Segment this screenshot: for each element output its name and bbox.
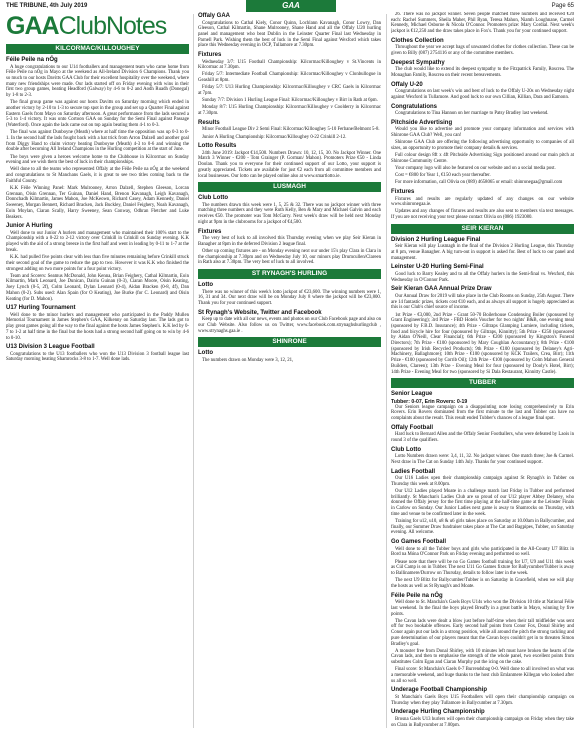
news-item-heading: Lotto Results xyxy=(198,143,237,150)
news-paragraph: Other up coming fixtures are - on Monday evening next our under 15's play Clara in Clara in the championship at 7.30pm and on Wednesday July 10, our minors play Drumcullen/Clareen in Rath also at 7.30pm. The very best of luck to all involved. xyxy=(198,248,381,266)
news-paragraph: A monster free from Donal Shirley, with 10 minutes left must have broken the hearts of the Cavan lads, and then to emphasise the strength of the whole panel, two excellent points from substitutes Colm Egan and Ciaran Murphy put the icing on the cake. xyxy=(391,648,574,666)
news-paragraph: There was no winner of this week's lotto jackpot of €23,600. The winning numbers were 1, 16, 31 and 34. Our next draw will be on Monday July 8 where the jackpot will be €23,800. Thank you for your continued support. xyxy=(198,289,381,306)
news-item xyxy=(391,469,574,537)
news-paragraph: Congratulations on last week's win and best of luck to the Offaly U-20s on Wednesday night against Wexford in Tullamore. And good luck to our own Cillian, Killian, Dara and Eamonn. xyxy=(391,89,574,100)
news-paragraph: Please note that there will be no Go Games football training for U7, U9 and U11 this week as Cúl Camp is on in Tubber. The next U11 Go Games fixture for Ballycumber/Tubber is away to Ballinamere/Durrow on Thursday, details to follow later in the week. xyxy=(391,559,574,576)
news-paragraph: Our Seniors league campaign on a disappointing note losing comprehensively to Erin Rovers. Erin Rovers dominated from the first minute to the last and Tubber can have no complaints about the result. This result ended Tubber's chances of a league final spot. xyxy=(391,404,574,422)
news-item xyxy=(391,12,574,35)
news-item-heading: Féile Peile na nÓg xyxy=(6,57,58,63)
news-paragraph: Brosna Gaels U13 hurlers will open their championship campaign on Friday when they take on Clara in Ballycumber at 7.00pm. xyxy=(391,716,574,728)
news-item-heading: Club Lotto xyxy=(198,195,228,202)
news-item xyxy=(391,391,574,422)
news-item-heading: U17 Hurling Tournament xyxy=(6,305,76,312)
news-paragraph: Keep up to date with all our news, events and photos on our Club Facebook page and also on our Club Website. Also follow us on Twitter, www.facebook.com.strynaghshurlingclub , www.strynaghs.gaa.ie . xyxy=(198,317,381,334)
news-item xyxy=(198,195,381,225)
news-item-heading: Deepest Sympathy xyxy=(391,59,445,66)
news-item-heading: Fixtures xyxy=(391,189,415,196)
news-paragraph: Congratulations to the U13 footballers who won the U13 Division 3 football league last Saturday morning beating Shamrocks 3-8 to 1-7. Well done lads. xyxy=(6,351,189,363)
news-paragraph: Fixtures and results are regularly updated of any changes on our website www.shinronegaa.ie. xyxy=(391,196,574,208)
news-item xyxy=(391,189,574,221)
news-item-heading: Clothes Collection xyxy=(391,37,444,44)
news-paragraph: Well done to the minor hurlers and management who participated in the Paddy Mullen Memorial Tournament in James Stephen's GAA, Kilkenny on Saturday last. The lads got to play great games going all the way to the final against the hosts James Stephen's. K.K led by 0-7 to 1-2 at half time in the final but the hosts had a strong second half going on to win by 4-6 to 0-10. xyxy=(6,312,189,341)
news-paragraph: Shinrone GAA Club are offering the following advertising opportunity to companies of all sizes, an opportunity to promote their company details & services. xyxy=(391,140,574,151)
club-name-band: ST RYNAGH'S HURLING xyxy=(198,269,381,279)
news-item-heading: Offaly GAA xyxy=(198,13,231,19)
news-paragraph: Seir Kieran will play Lusmagh in the final of the Division 2 Hurling League, this Thursday at 8 pm, venue Banagher. A big turn-out in support is asked for. Best of luck to our panel and management. xyxy=(391,244,574,261)
news-item-heading: Fixtures xyxy=(198,52,222,59)
news-item-heading: Pitchside Advertising xyxy=(391,119,453,126)
news-paragraph: Full colour design 8ft x 4ft Pitchside Advertising Sign positioned around our main pitch at Shinrone Community Centre. xyxy=(391,153,574,164)
news-item xyxy=(391,60,574,79)
news-item xyxy=(6,223,189,302)
news-paragraph: Well done to all the Tubber boys and girls who participated in the All-County U7 Blitz in Bord na Móna O'Connor Park on Friday evening and performed so well. xyxy=(391,546,574,558)
news-paragraph: Our U12 Ladies played Moate in a challenge match last Friday in Tubber and performed brilliantly. St Manchan's Ladies Club are so proud of our U12 player Abbey Delaney, who donned the Offaly jersey for the first time playing at the half-time game at the Leinster Finals in Carlow on Sunday. Our Junior Ladies next game is away to Shamrocks on Thursday, with time and venue to be confirmed later in the week. xyxy=(391,489,574,517)
page-header xyxy=(0,0,580,12)
column-2 xyxy=(198,12,381,730)
news-item-heading: Division 2 Hurling League Final xyxy=(391,236,481,243)
masthead-clubnotes: ClubNotes xyxy=(58,12,167,40)
news-item xyxy=(391,38,574,57)
news-paragraph: Good luck to Barry Kealey and to all the Offaly hurlers in the Semi-final vs. Wexford, this Wednesday in O'Connor Park. xyxy=(391,271,574,283)
news-paragraph: Friday 5/7: U13 Hurling Championship: Kilcormac/Killoughey v CRC Gaels in Kilcormac at 7pm. xyxy=(198,85,381,97)
news-item-heading: Go Games Football xyxy=(391,539,447,546)
news-item-subheading: Tubber: 0-07, Erin Rovers: 0-19 xyxy=(391,398,468,405)
news-item xyxy=(391,593,574,685)
news-paragraph: The next U9 Blitz for Ballycumber/Tubber is on Saturday in Gracefield, when we will play the hosts as well as St Rynagh's and Moate. xyxy=(391,578,574,589)
page-number: Page 65 xyxy=(551,3,574,9)
news-paragraph: Cost = €800 for Year 1, €150 each year thereafter. xyxy=(395,173,491,179)
news-item-heading: Lotto xyxy=(198,350,213,357)
news-item xyxy=(198,120,381,140)
news-paragraph: Congratulations to Tina Hannon on her marriage to Patsy Bradley last weekend. xyxy=(395,111,549,117)
news-paragraph: Our Annual Draw for 2019 will take place in the Club Rooms on Sunday, 25th August. There are 14 fantastic prizes, tickets cost €10 each, and as always all support is hugely appreciated as this is our Club's chief source of income. xyxy=(391,293,574,311)
news-item xyxy=(391,539,574,589)
news-paragraph: Well done to our Junior A hurlers and management who maintained their 100% start to the Championship with a 0-22 to 2-12 victory over Crinkill in Crinkill on Sunday evening. K.K played with the aid of a strong breeze in the first half and went in leading by 0-11 to 1-7 at the break. xyxy=(6,230,189,253)
news-item-heading: Leinster U-20 Hurling Semi-Final xyxy=(391,264,484,271)
news-item-heading: Congratulations xyxy=(391,103,437,110)
news-item xyxy=(391,82,574,101)
news-item xyxy=(198,13,381,49)
news-paragraph: Your company logo will also be featured on our website and on a social media post. xyxy=(395,165,556,171)
news-paragraph: Well done to all the teams who represented Offaly at the Féile Peile na nÓg at the weekend and congratulations to St Manchans Gaels, it is great to see two titles coming back to the Faithful County. xyxy=(6,167,189,184)
news-paragraph: The Cavan lads were dealt a blow just before half-time when their tall midfielder was sent off for two bookable offences. Early second half points from Conor Fox, Donal Shirley and Conor again put our lads in a strong position, while all around the pitch the strong tackling and pure determination of our players meant that the Cavan boys couldn't get in to threaten Simon Bradley's goal. xyxy=(391,618,574,647)
news-item xyxy=(391,687,574,706)
news-item-heading: Fixtures xyxy=(198,228,222,235)
news-item xyxy=(6,57,189,220)
news-paragraph: Throughout the year we accept bags of unwanted clothes for clothes collection. These can be given to Billy (087) 2754116 or any of the committee members. xyxy=(391,45,574,57)
news-paragraph: The very best of luck to all involved this Thursday evening when we play Seir Kieran in Banagher at 8pm in the deferred Division 2 league final. xyxy=(198,236,381,247)
column-rule xyxy=(193,14,194,728)
news-paragraph: 24th June 2019: Jackpot €14,500. Numbers Drawn: 10, 12, 15, 30. No Jackpot Winner. One Match 3 Winner - €200 - Tom Grainger (P. Gorman/ Mahon). Promoters Prize €50 - Linda Doolan. Thank you to everyone for their continued support of our Lotto, your support is greatly appreciated. Tickets are available for just €2 each from all committee members and local businesses. Our lotto can be played online also at www.smartlotto.ie. xyxy=(198,150,381,179)
club-name-band: SHINRONE xyxy=(198,337,381,347)
news-paragraph: Monday 8/7: U15 Hurling Championship: Kilcormac/Killoughey v Coolderry in Kilcormac at 7.30pm. xyxy=(198,105,381,117)
news-item xyxy=(198,229,381,267)
news-paragraph: Wednesday 3/7: U15 Football Championship: Kilcormac/Killoughey v St.Vincents in Kilcormac at 7.30pm. xyxy=(198,59,381,71)
news-item-heading: St Rynagh's Website, Twitter and Facebook xyxy=(198,309,322,316)
news-paragraph: K.K Féile Winning Panel: Mark Mulrooney, Arron Dalzell, Stephen Gleeson, Lorcan Grennan, Oisin Grennan, Ter Guinan, Daniel Hand, Brenon Kavanagh, Leigh Kavanagh, Donnchadh Kilmartin, James Mahon, Joe McKeown, Richard Casey, Adam Kennedy, Daniel Sweeney, Morgan Bennett, Richard Bracken, Jack Buckley, Daniel Feighery, Noah Kavanagh, Eoin Moylan, Ciaran Scally, Harry Sweeney, Sean Conway, Odhran Fletcher and Luke Beakers. xyxy=(6,186,189,220)
news-item-heading: Results xyxy=(198,119,220,126)
news-paragraph: Team and Scorers: Seamus McDonald, John Kenna, Brian Feighery, Cathal Kilmartin, Eoin Kilmartin, Mark Leonard, Joe Dunican, Dairiu Guinan (0-3), Ciaran Moore, Oisin Keating, Joey Lynch (0-5, 2f), Colm Leonard, Dylan Leonard (0-4), Aidan Bracken (0-8, 4f), Dan Mahon (0-2). Subs used: Alan Spain (for O Keating), Joe Burke (for C. Leonard) and Oisin Keating (for D. Mahon). xyxy=(6,273,189,302)
news-item-heading: Offaly U-20 xyxy=(391,81,423,88)
news-item xyxy=(198,350,381,363)
news-item-heading: Underage Football Championship xyxy=(391,687,488,694)
news-item-heading: Junior A Hurling xyxy=(6,223,53,230)
news-paragraph: The boys were given a heroes welcome home to the Clubhouse in Kilcormac on Sunday evening and we wish them the best of luck in their championships. xyxy=(6,154,189,166)
news-paragraph: 26. There was no jackpot winner. Seven people matched three numbers and received €20 each: Rachel Summers, Sheila Maher, Phil Ryan, Teresa Mahon, Niamh Loughnane, Carmel Kennedy, Michael Osborne & Nicola O'Connor. Promoters prize: Mary Cordial. Next week's jackpot is €12,250 and the draw takes place in Fox's. Thank you for your continued support. xyxy=(391,12,574,35)
club-name-band: SEIR KIERAN xyxy=(391,224,574,234)
news-paragraph: Training for u12, u10, u8 & u6 girls takes place on Saturday at 10.00am in Ballycumber, and finally, our Summer Draw fundraiser takes place at The Cat and Bagpipes, Tubber, on Saturday evening. All welcome. xyxy=(391,519,574,536)
news-paragraph: For more information, call Olivia on (089) 4658065 or email: shinronegaa@gmail.com xyxy=(395,180,563,186)
news-item-heading: Senior League xyxy=(391,391,433,398)
news-item xyxy=(198,52,381,117)
news-paragraph: A huge congratulations to our U14 footballers and management team who came home from Féile Peile na nÓg in Mayo at the weekend as All-Ireland Division 6 Champions. Thank you so much to our hosts Davitts GAA Club for their excellent hospitality over the weekend, where many new friendships were made. Our lads started off on Friday evening with wins in their first two group games, beating Headford (Galway) by 4-6 to 0-2 and Aodh Ruadh (Donegal) by 1-8 to 2-3. xyxy=(6,64,189,99)
news-paragraph: Minor Football League Div 2 Semi Final: Kilcormac/Killoughey 5-10 Ferbane/Belmont 5-8. xyxy=(202,127,380,133)
column-rule xyxy=(386,14,387,728)
news-item xyxy=(198,282,381,307)
news-paragraph: The final group game was against our hosts Davitts on Saturday morning which ended in another victory by 2-10 to 1-3 to secure top spot in the group and set up a Quarter Final against Eastern Gaels from Mayo on Saturday afternoon. A great performance from the lads secured a 5-3 to 1-4 victory. It was onto Cortoon GAA on Sunday for the Semi Final against Passage (Waterford). Once again the lads came out on top again beating them 4-1 to 0-3. xyxy=(6,100,189,129)
news-paragraph: Lotto Numbers drawn were: 3,4, 11, 32. No jackpot winner. One match three; Joe & Carmel. Next draw in The Cat on Sunday 14th July. Thanks for your continued support. xyxy=(391,454,574,465)
club-name-band: LUSMAGH xyxy=(198,182,381,192)
news-item xyxy=(391,286,574,375)
club-name-band: KILCORMAC/KILLOUGHEY xyxy=(6,44,189,54)
news-item-heading: Ladies Football xyxy=(391,468,436,475)
club-name-band: TUBBER xyxy=(391,378,574,388)
news-paragraph: Well done to St. Manchán's Gaels Boys U14s who won the Division 10 title at National Féile last weekend. In the final the boys played Breaffy in a great battle in Mayo, winning by five points. xyxy=(391,600,574,617)
news-item xyxy=(6,344,189,363)
news-paragraph: Final score: St Manchán's Gaels 0-7 Burrendsbag 0-0. Well done to all involved on what was a memorable weekend, and huge thanks to the host club Emlanmere Killegan who looked after us all so well. xyxy=(391,667,574,684)
column-3 xyxy=(391,12,574,730)
news-item xyxy=(391,709,574,728)
news-paragraph: Hard luck to Bernard Allen and the Offaly Senior Footballers, who were defeated by Laois in round 3 of the qualifiers. xyxy=(391,432,574,444)
news-item-heading: Lotto xyxy=(198,282,213,289)
masthead-gaa: GAA xyxy=(6,12,59,40)
news-paragraph: Sunday 7/7: Division 1 Hurling League Final: Kilcormac/Killoughey v Birr in Rath at 6pm. xyxy=(202,98,378,104)
news-paragraph: 1st Prize - €3,000, 2nd Prize - Grant 50-70 Boilerhouse Condensing Boiler (sponsored by Grant Engineering); 3rd Prize - FBD Hotels Voucher for two nights' B&B, one evening meal (sponsored by F.B.D. Insurance); 4th Prize - Giltraps Glamping Lumiere, including tickets, food and bicycle hire for four (sponsored by Giltraps, Kinnitty); 5th Prize - €250 (sponsored by Aidan O'Neill, Clear Financial); 6th Prize - €200 (sponsored by Kingston's Funeral Directors); 7th Prize - €100 (sponsored by Mary Coughlan Accountancy); 8th Prize - €100 (sponsored by Irish Recycled Products); 9th Prize - €100 (sponsored by Delaney's Agri-Machinery, Ballaghmore); 10th Prize - €100 (sponsored by KCK Trailers, Crea, Birr); 11th Prize - €100 (sponsored by Corrib Oil); 12th Prize - €100 (sponsored by Colm Mahon General Builders, Clareen); 13th Prize - Evening Meal for four (sponsored by Dooly's Hotel, Birr); 14th Prize - Evening Meal for two (sponsored by Si Dala Restaurant, Kinnitty Castle). xyxy=(391,312,574,375)
news-paragraph: Junior A Hurling Championship: Kilcormac/Killoughey 0-22 Crinkill 2-12. xyxy=(202,134,347,140)
news-item-heading: U13 Division 3 League Football xyxy=(6,344,95,351)
news-item xyxy=(391,104,574,117)
news-item-heading: Underage Hurling Championship xyxy=(391,709,485,716)
news-paragraph: The numbers drawn this week were 1, 5, 25 & 32. There was no jackpot winner with three matching three numbers and they were Ruth Kelly, Ben & Mary and Michael Galvin and each receives €50. The promoter was Tom McGarry. Next week's draw will be held next Monday night at 9pm in the clubrooms for a jackpot of €4,500. xyxy=(198,202,381,225)
news-item xyxy=(391,237,574,262)
news-item xyxy=(391,120,574,186)
news-item xyxy=(391,264,574,283)
news-paragraph: Friday 5/7: Intermediate Football Championship: Kilcormac/Killoughey v Clonbullogue in Geashill at 8pm. xyxy=(198,72,381,84)
news-paragraph: The final was against Dunboyne (Meath) where at half time the opposition was up 0-3 to 0-1. In the second half the lads fought back with a hat trick from Arron Dalzell and another goal from Diggy Hand to claim victory beating Dunboyne (Meath) 4-3 to 0-6 and winning the double after becoming All Ireland Champions in the Hurling competition at the start of June. xyxy=(6,130,189,153)
news-paragraph: St Manchán's Gaels Boys U15 Footballers will open their championship campaign on Thursday when they play Tullamore in Ballycumber at 7.30pm. xyxy=(391,694,574,706)
news-paragraph: The numbers drawn on Monday were 3, 12, 21, xyxy=(202,357,294,363)
news-paragraph: Our U16 Ladies open their championship campaign against St Rynagh's in Tubber on Thursday this week at 8.00pm. xyxy=(391,476,574,487)
news-item-heading: Féile Peile na nÓg xyxy=(391,592,443,599)
news-paragraph: K.K. had pulled five points clear with less than five minutes remaining before Crinkill struck their second goal of the game to reduce the gap to two. However it was K.K who finished the strongest adding on two more points for a four point victory. xyxy=(6,255,189,272)
news-item-heading: Seir Kieran GAA Annual Prize Draw xyxy=(391,286,492,293)
masthead-title xyxy=(6,12,186,40)
column-1 xyxy=(6,42,189,730)
news-paragraph: Would you like to advertise and promote your company information and services with Shinrone GAA Club? Well, you can! xyxy=(391,127,574,138)
news-item xyxy=(198,143,381,179)
news-item xyxy=(391,447,574,466)
news-item xyxy=(391,425,574,444)
news-item xyxy=(6,305,189,341)
news-paragraph: Updates and any changes of fixtures and results are also sent to members via text messages. If you are not receiving your text please contact Olivia on (086) 1923080. xyxy=(391,209,574,221)
news-paragraph: Congratulations to Cathal Kiely, Conor Quinn, Lochlann Kavanagh, Conor Lowry, Dan Gleeson, Cathal Kilmartin, Shane Mulrooney, Shane Hand and all the Offaly U20 hurling panel and management who beat Dublin in the Leinster Quarter Final last Wednesday in Parnell Park. Wishing them the best of luck in the Semi Final against Wexford which takes place this Wednesday evening in OCP, Tullamore at 7.30pm. xyxy=(198,20,381,49)
publication-date: THE TRIBUNE, 4th July 2019 xyxy=(6,3,88,9)
section-label: GAA xyxy=(246,0,336,12)
news-item xyxy=(198,310,381,335)
news-item-heading: Club Lotto xyxy=(391,446,421,453)
news-item-heading: Offaly Football xyxy=(391,424,433,431)
news-paragraph: The club would like to extend its deepest sympathy to the Fitzpatrick Family, Roscrea. The Monaghan Family, Roscrea on their recent bereavements. xyxy=(391,67,574,78)
